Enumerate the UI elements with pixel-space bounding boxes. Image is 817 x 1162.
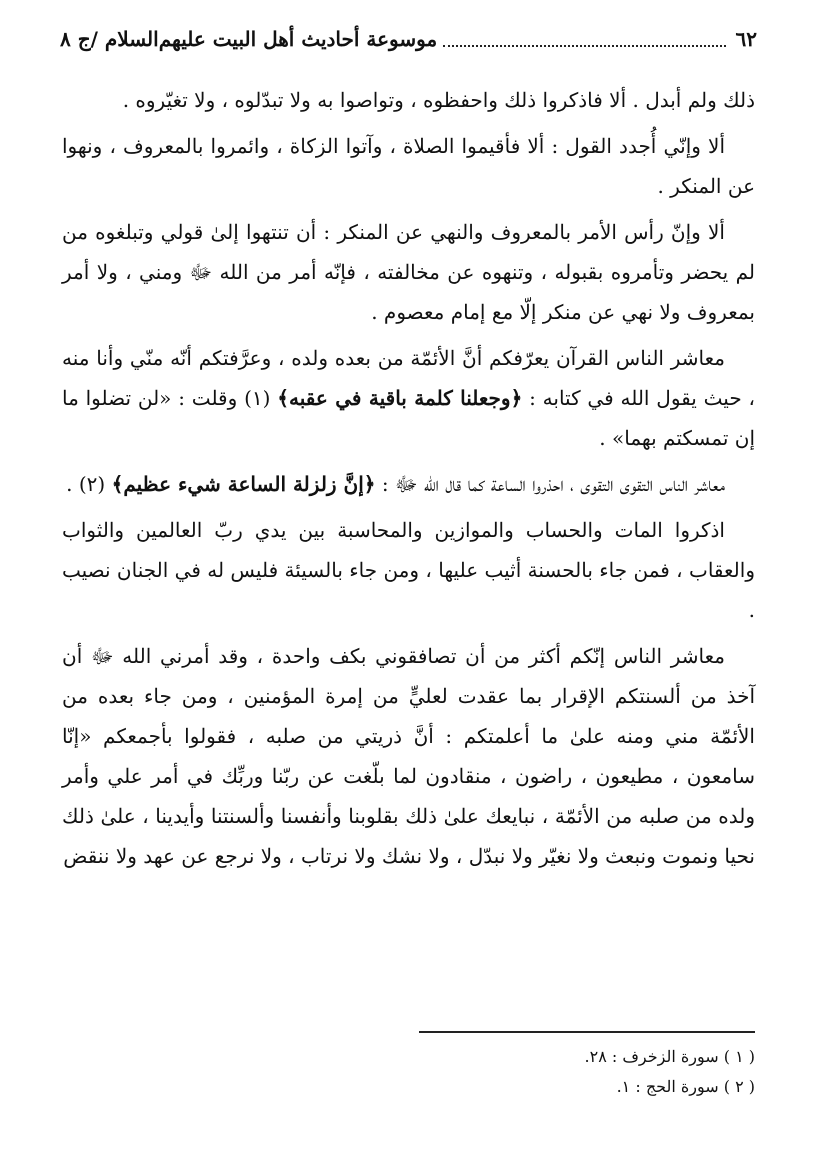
footnote-separator (419, 1031, 755, 1033)
footnotes (62, 1042, 755, 1102)
paragraph-text: ألا وإنّي أُجدد القول : ألا فأقيموا الصلاة ، وآتوا الزكاة ، وائمروا بالمعروف ، ونهوا عن المنكر . (62, 134, 755, 198)
quran-quote: ﴿إنَّ زلزلة الساعة شيء عظيم﴾ (111, 472, 376, 496)
paragraph-text: اذكروا المات والحساب والموازين والمحاسبة بين يدي ربّ العالمين والثواب والعقاب ، فمن جاء بالحسنة أثيب عليها ، ومن جاء بالسيئة فليس له في الجنان نصيب . (61, 518, 755, 622)
paragraph-text: ذلك ولم أبدل . ألا فاذكروا ذلك واحفظوه ، وتواصوا به ولا تبدّلوه ، ولا تغيّروه . (122, 88, 755, 112)
paragraph (62, 126, 755, 206)
paragraph-text: ألا وإنّ رأس الأمر بالمعروف والنهي عن المنكر : أن تنتهوا إلىٰ قولي وتبلغوه من لم يحضر وتأمروه بقبوله ، وتنهوه عن مخالفته ، فإنّه أمر من الله ﷻ ومني ، ولا أمر بمعروف ولا نهي عن منكر إلّا مع إمام معصوم . (62, 220, 755, 324)
book-title: موسوعة أحاديث أهل البيت عليهم‌السلام /ج ٨ (60, 27, 438, 51)
paragraph (62, 636, 755, 876)
paragraph-text: (١) وقلت : «لن تضلوا ما إن تمسكتم بهما» . (62, 386, 755, 450)
quran-quote: ﴿وجعلنا كلمة باقية في عقبه﴾ (277, 386, 523, 410)
main-text (62, 80, 755, 882)
paragraph (62, 80, 755, 120)
paragraph-text: معاشر الناس التقوى التقوى ، احذروا الساعة كما قال الله ﷻ : (375, 472, 725, 496)
paragraph (62, 212, 755, 332)
paragraph-text: معاشر الناس إنّكم أكثر من أن تصافقوني بكف واحدة ، وقد أمرني الله ﷻ أن آخذ من ألسنتكم الإقرار بما عقدت لعليٍّ من إمرة المؤمنين ، ومن جاء بعده من الأئمّة مني ومنه علىٰ ما أعلمتكم : أنَّ ذريتي من صلبه ، فقولوا بأجمعكم «إنّا سامعون ، مطيعون ، راضون ، منقادون لما بلّغت عن ربّنا وربِّك في أمر علي وأمر ولده من صلبه من الأئمّة ، نبايعك علىٰ ذلك بقلوبنا وأنفسنا وألسنتنا وأيدينا ، علىٰ ذلك نحيا ونموت ونبعث ولا نغيّر ولا نبدّل ، ولا نشك ولا نرتاب ، ولا نرجع عن عهد ولا ننقض (62, 644, 756, 868)
footnote-1: ( ١ ) سورة الزخرف : ٢٨. (584, 1047, 755, 1066)
paragraph-text: (٢) . (66, 472, 112, 496)
running-header (60, 22, 757, 56)
footnote-2: ( ٢ ) سورة الحج : ١. (616, 1077, 755, 1096)
paragraph-text: معاشر الناس القرآن يعرّفكم أنَّ الأئمّة من بعده ولده ، وعرَّفتكم أنّه منّي وأنا منه ، حيث يقول الله في كتابه : (62, 346, 755, 410)
paragraph (62, 338, 755, 458)
header-dot-leader (443, 31, 725, 47)
paragraph (62, 510, 755, 630)
paragraph (62, 464, 755, 504)
page-number: ٦٢ (735, 27, 757, 51)
